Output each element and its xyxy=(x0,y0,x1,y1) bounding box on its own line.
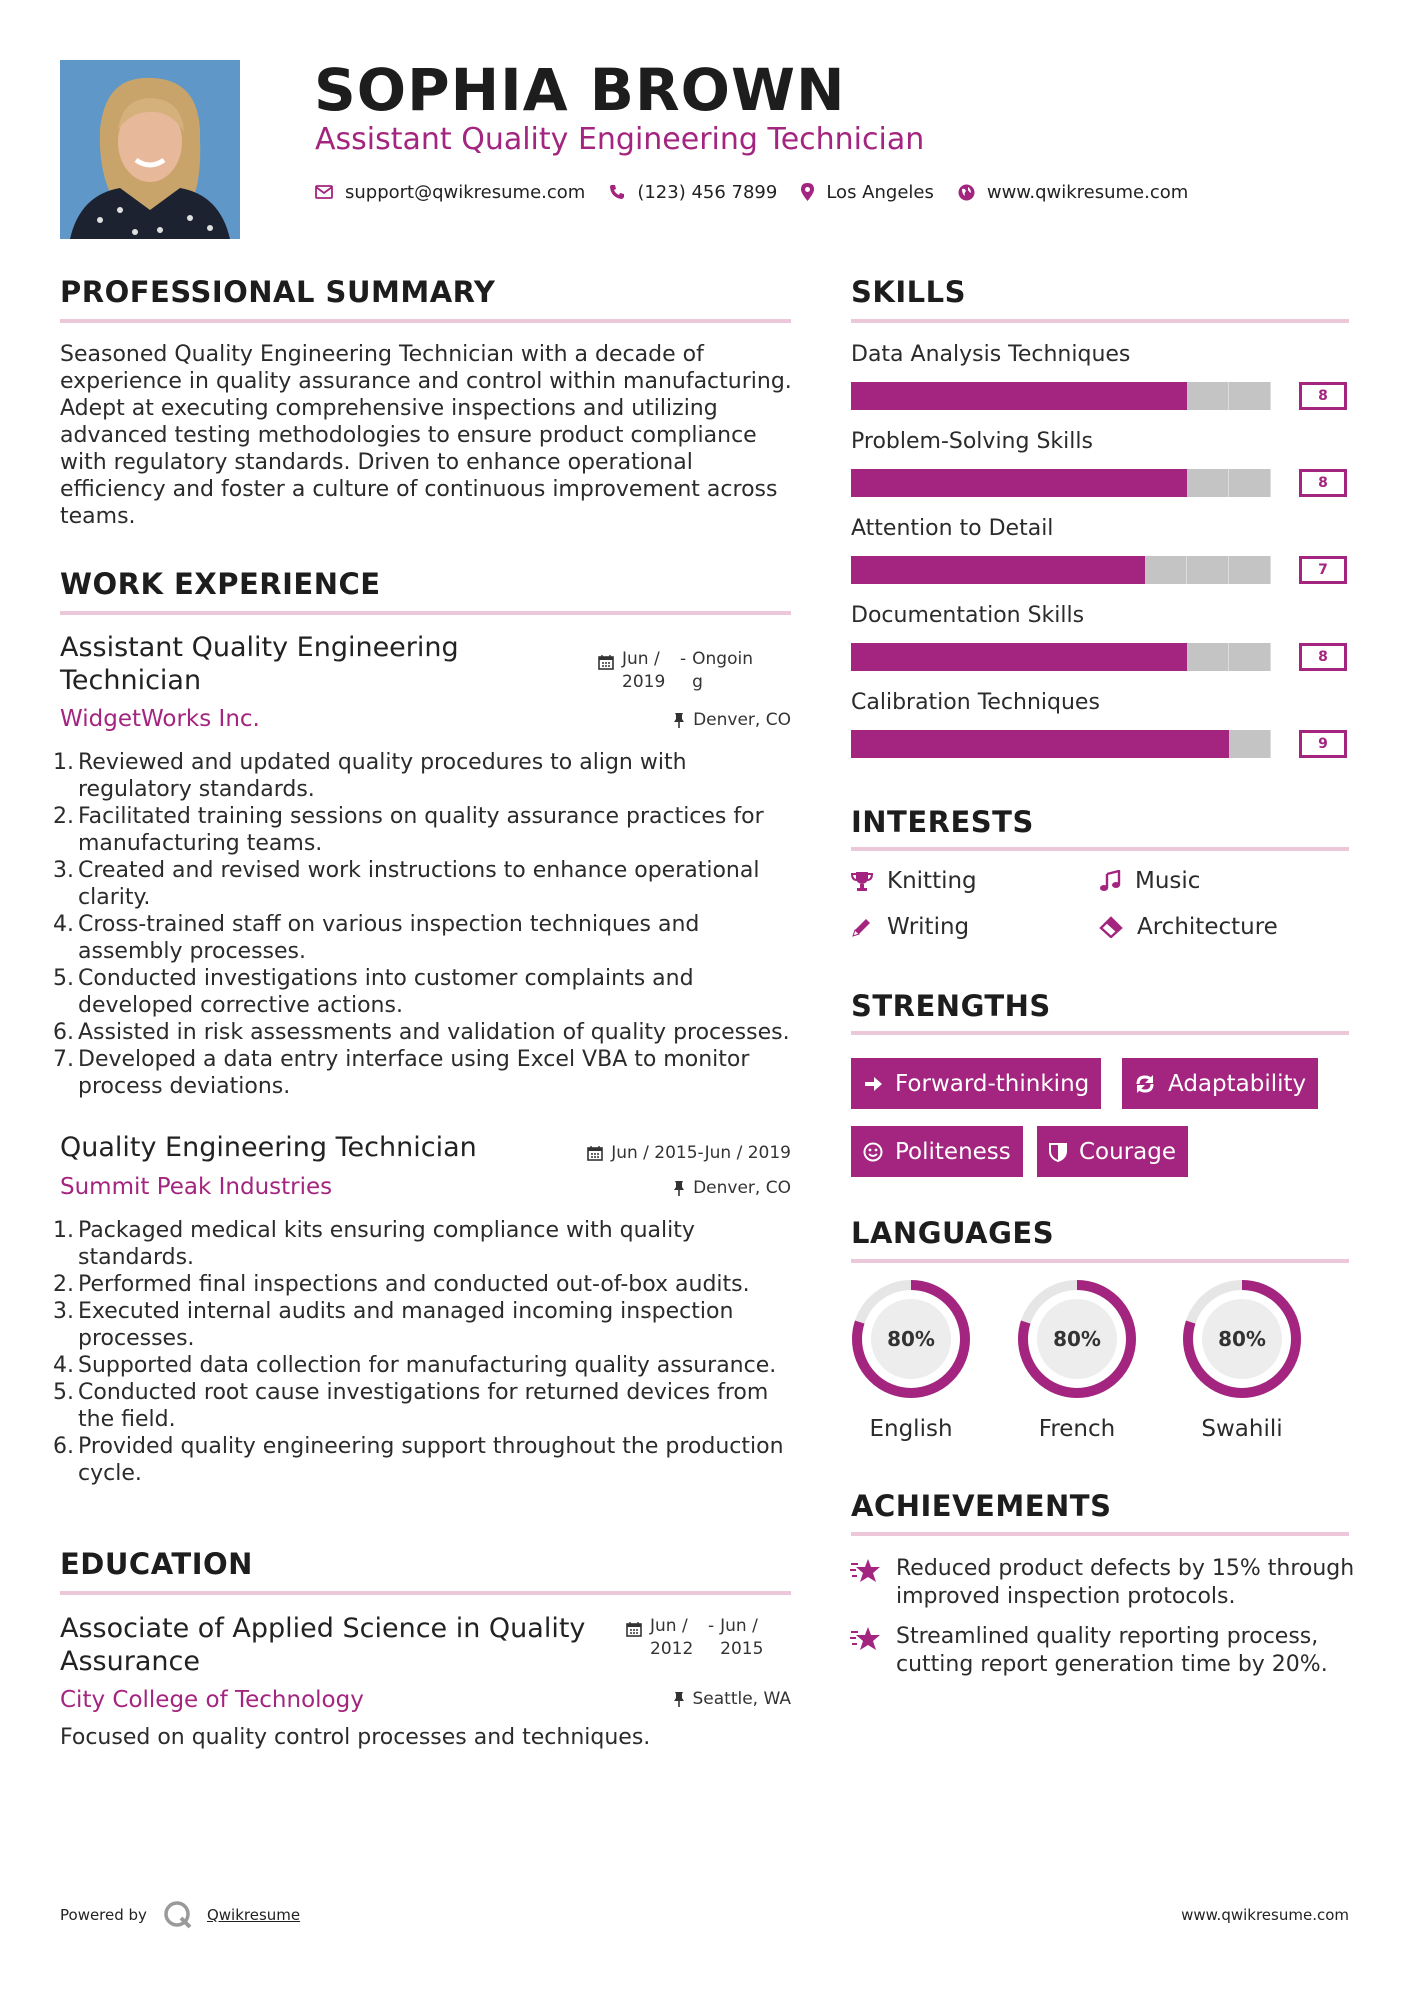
pushpin-icon xyxy=(673,712,685,728)
skill-segment-empty xyxy=(1187,643,1229,671)
language-ring xyxy=(1180,1277,1304,1405)
skill-segment-empty xyxy=(1229,556,1271,584)
contact-location: Los Angeles xyxy=(826,181,934,203)
job-company: WidgetWorks Inc. xyxy=(60,706,260,732)
languages-heading: LANGUAGES xyxy=(851,1216,1055,1250)
skill-segment-empty xyxy=(1229,643,1271,671)
skill-segment-filled xyxy=(1061,382,1103,410)
skill-name: Problem-Solving Skills xyxy=(851,429,1093,454)
skill-bar xyxy=(851,556,1349,584)
skill-level-badge: 9 xyxy=(1299,730,1347,758)
calendar-icon xyxy=(626,1621,642,1637)
language-name: Swahili xyxy=(1201,1416,1283,1442)
skill-level-badge: 8 xyxy=(1299,382,1347,410)
list-item: 4. Cross-trained staff on various inspection techniques and assembly processes. xyxy=(53,912,700,964)
list-item: 6. Assisted in risk assessments and validation of quality processes. xyxy=(53,1020,790,1045)
education-heading: EDUCATION xyxy=(60,1547,253,1581)
job-title: Assistant Quality Engineering Technician xyxy=(60,632,459,696)
list-item: 3. Created and revised work instructions to enhance operational clarity. xyxy=(53,858,760,910)
interest-item xyxy=(1099,914,1278,940)
job-bullets xyxy=(53,749,800,1100)
candidate-name: SOPHIA BROWN xyxy=(314,56,846,124)
skill-bar xyxy=(851,643,1349,671)
interest-item xyxy=(851,868,977,894)
list-item: 4. Supported data collection for manufacturing quality assurance. xyxy=(53,1353,777,1378)
list-item: 6. Provided quality engineering support throughout the production cycle. xyxy=(53,1434,784,1486)
date-separator: - xyxy=(680,649,687,669)
strengths-divider xyxy=(851,1031,1349,1035)
contact-email[interactable]: support@qwikresume.com xyxy=(345,181,586,203)
refresh-icon xyxy=(1134,1074,1156,1094)
skill-segment-filled xyxy=(1061,643,1103,671)
experience-divider xyxy=(60,611,791,615)
interests-divider xyxy=(851,847,1349,851)
job-date xyxy=(598,648,758,694)
school-name: City College of Technology xyxy=(60,1687,364,1713)
calendar-icon xyxy=(598,654,614,670)
profile-photo xyxy=(60,60,240,239)
strength-tag xyxy=(1122,1058,1318,1109)
skill-bar xyxy=(851,382,1349,410)
language-ring xyxy=(849,1277,973,1405)
skill-level-badge: 8 xyxy=(1299,643,1347,671)
degree-title: Associate of Applied Science in Quality Assurance xyxy=(60,1613,586,1677)
language-name: English xyxy=(869,1416,953,1442)
skill-segment-filled xyxy=(977,730,1019,758)
skill-segment-filled xyxy=(851,382,893,410)
map-marker-icon xyxy=(801,183,814,201)
strength-label: Courage xyxy=(1079,1138,1177,1165)
strength-label: Forward-thinking xyxy=(895,1070,1090,1097)
skills-heading: SKILLS xyxy=(851,275,966,309)
skill-segment-filled xyxy=(1019,730,1061,758)
strengths-heading: STRENGTHS xyxy=(851,989,1051,1023)
skill-segment-filled xyxy=(935,382,977,410)
achievement-text: Reduced product defects by 15% through improved inspection protocols. xyxy=(896,1556,1355,1609)
interest-item xyxy=(1099,868,1200,894)
pencil-icon xyxy=(851,916,873,938)
job-location xyxy=(673,710,791,730)
language-percent: 80% xyxy=(1053,1327,1101,1351)
skill-segment-filled xyxy=(935,469,977,497)
skill-level-badge: 8 xyxy=(1299,469,1347,497)
skill-level-badge: 7 xyxy=(1299,556,1347,584)
language-percent: 80% xyxy=(887,1327,935,1351)
education-divider xyxy=(60,1591,791,1595)
interests-heading: INTERESTS xyxy=(851,805,1034,839)
strength-tag xyxy=(851,1058,1101,1109)
skill-segment-filled xyxy=(1103,730,1145,758)
skill-bar xyxy=(851,469,1349,497)
strength-tag xyxy=(851,1126,1023,1177)
job-date-start: Jun / 2019 xyxy=(622,649,666,692)
skill-segment-filled xyxy=(1061,469,1103,497)
skill-segment-empty xyxy=(1229,469,1271,497)
skill-segment-filled xyxy=(851,643,893,671)
job-location-text: Denver, CO xyxy=(693,710,791,730)
skill-segment-filled xyxy=(1103,643,1145,671)
candidate-role: Assistant Quality Engineering Technician xyxy=(315,122,925,157)
skill-segment-filled xyxy=(1145,382,1187,410)
skill-segment-filled xyxy=(977,643,1019,671)
skill-segment-filled xyxy=(1019,556,1061,584)
trophy-icon xyxy=(851,870,873,892)
job-location xyxy=(673,1178,791,1198)
job-date-text: Jun / 2015-Jun / 2019 xyxy=(611,1143,791,1163)
skill-segment-filled xyxy=(1019,469,1061,497)
language-name: French xyxy=(1038,1416,1116,1442)
job-title: Quality Engineering Technician xyxy=(60,1132,477,1163)
contact-website[interactable]: www.qwikresume.com xyxy=(986,181,1189,203)
skill-segment-filled xyxy=(1103,469,1145,497)
skill-segment-filled xyxy=(977,469,1019,497)
skill-name: Attention to Detail xyxy=(851,516,1054,541)
envelope-icon xyxy=(315,185,333,199)
skill-segment-empty xyxy=(1145,556,1187,584)
education-description: Focused on quality control processes and techniques. xyxy=(60,1725,651,1750)
languages-divider xyxy=(851,1259,1349,1263)
education-date xyxy=(626,1615,772,1661)
phone-icon xyxy=(609,184,625,200)
skill-segment-filled xyxy=(893,730,935,758)
job-date-end: Ongoing xyxy=(692,649,753,692)
skill-segment-filled xyxy=(1145,469,1187,497)
list-item: 7. Developed a data entry interface using Excel VBA to monitor process deviations. xyxy=(53,1047,750,1099)
skill-segment-filled xyxy=(1103,382,1145,410)
arrow-right-icon xyxy=(863,1074,883,1094)
skill-segment-filled xyxy=(851,556,893,584)
strength-label: Adaptability xyxy=(1168,1070,1307,1097)
skill-segment-filled xyxy=(935,643,977,671)
pushpin-icon xyxy=(673,1180,685,1196)
interest-label: Architecture xyxy=(1137,914,1278,940)
interest-label: Music xyxy=(1135,868,1201,894)
skill-segment-filled xyxy=(977,556,1019,584)
achievements-heading: ACHIEVEMENTS xyxy=(851,1489,1112,1523)
list-item: 2. Performed final inspections and conducted out-of-box audits. xyxy=(53,1272,750,1297)
powered-by-label: Powered by xyxy=(60,1906,147,1924)
skill-bar xyxy=(851,730,1349,758)
achievements-divider xyxy=(851,1532,1349,1536)
job-company: Summit Peak Industries xyxy=(60,1174,333,1200)
interest-item xyxy=(851,914,969,940)
experience-heading: WORK EXPERIENCE xyxy=(60,567,381,601)
skill-segment-filled xyxy=(1187,730,1229,758)
education-location-text: Seattle, WA xyxy=(692,1689,791,1709)
calendar-icon xyxy=(587,1145,603,1161)
skill-segment-filled xyxy=(1019,643,1061,671)
skill-segment-filled xyxy=(935,730,977,758)
skill-segment-empty xyxy=(1187,382,1229,410)
skill-segment-empty xyxy=(1229,730,1271,758)
skill-segment-empty xyxy=(1187,556,1229,584)
date-separator: - xyxy=(708,1616,715,1636)
job-date xyxy=(587,1142,791,1165)
skill-segment-filled xyxy=(1019,382,1061,410)
skills-divider xyxy=(851,319,1349,323)
eraser-icon xyxy=(1099,916,1123,938)
summary-text: Seasoned Quality Engineering Technician with a decade of experience in quality assurance and control within manufacturing. Adept at executing comprehensive inspections and utilizing advanced testing methodologies to ensure product compliance with regulatory standards. Driven to enhance operational efficiency and foster a culture of continuous improvement across teams. xyxy=(60,342,792,529)
education-date-end: Jun / 2015 xyxy=(720,1616,764,1659)
summary-divider xyxy=(60,319,791,323)
list-item: 2. Facilitated training sessions on quality assurance practices for manufacturing teams. xyxy=(53,804,764,856)
contact-phone[interactable]: (123) 456 7899 xyxy=(637,181,778,203)
music-icon xyxy=(1099,870,1121,892)
footer-website[interactable]: www.qwikresume.com xyxy=(1181,1906,1349,1924)
skill-segment-filled xyxy=(893,643,935,671)
list-item: 1. Reviewed and updated quality procedures to align with regulatory standards. xyxy=(53,750,687,802)
skill-segment-filled xyxy=(977,382,1019,410)
skill-segment-filled xyxy=(1061,556,1103,584)
star-icon xyxy=(850,1625,882,1657)
list-item: 1. Packaged medical kits ensuring compliance with quality standards. xyxy=(53,1218,695,1270)
list-item: 3. Executed internal audits and managed incoming inspection processes. xyxy=(53,1299,734,1351)
education-date-start: Jun / 2012 xyxy=(650,1616,694,1659)
list-item: 5. Conducted root cause investigations for returned devices from the field. xyxy=(53,1380,769,1432)
summary-heading: PROFESSIONAL SUMMARY xyxy=(60,275,496,309)
smile-icon xyxy=(863,1142,883,1162)
skill-segment-filled xyxy=(893,556,935,584)
interest-label: Knitting xyxy=(887,868,977,894)
skill-name: Documentation Skills xyxy=(851,603,1085,628)
shield-icon xyxy=(1049,1142,1067,1162)
qwikresume-logo-icon xyxy=(163,1900,193,1930)
skill-segment-filled xyxy=(851,469,893,497)
list-item: 5. Conducted investigations into customer complaints and developed corrective actions. xyxy=(53,966,694,1018)
skill-name: Data Analysis Techniques xyxy=(851,342,1131,367)
star-icon xyxy=(850,1557,882,1589)
skill-name: Calibration Techniques xyxy=(851,690,1100,715)
pushpin-icon xyxy=(673,1691,685,1707)
skill-segment-filled xyxy=(935,556,977,584)
contact-row xyxy=(315,180,1212,204)
qwikresume-link[interactable]: Qwikresume xyxy=(206,1906,301,1924)
job-location-text: Denver, CO xyxy=(693,1178,791,1198)
achievement-text: Streamlined quality reporting process, cutting report generation time by 20%. xyxy=(896,1624,1328,1677)
skill-segment-filled xyxy=(1145,730,1187,758)
interest-label: Writing xyxy=(887,914,970,940)
footer-branding xyxy=(60,1900,300,1930)
job-bullets xyxy=(53,1217,800,1487)
skill-segment-empty xyxy=(1229,382,1271,410)
skill-segment-filled xyxy=(893,382,935,410)
skill-segment-filled xyxy=(893,469,935,497)
skill-segment-filled xyxy=(1103,556,1145,584)
strength-tag xyxy=(1037,1126,1188,1177)
skill-segment-filled xyxy=(851,730,893,758)
language-percent: 80% xyxy=(1218,1327,1266,1351)
language-ring xyxy=(1015,1277,1139,1405)
education-location xyxy=(673,1689,792,1709)
globe-icon xyxy=(958,184,975,201)
strength-label: Politeness xyxy=(895,1138,1011,1165)
skill-segment-filled xyxy=(1061,730,1103,758)
skill-segment-empty xyxy=(1187,469,1229,497)
skill-segment-filled xyxy=(1145,643,1187,671)
